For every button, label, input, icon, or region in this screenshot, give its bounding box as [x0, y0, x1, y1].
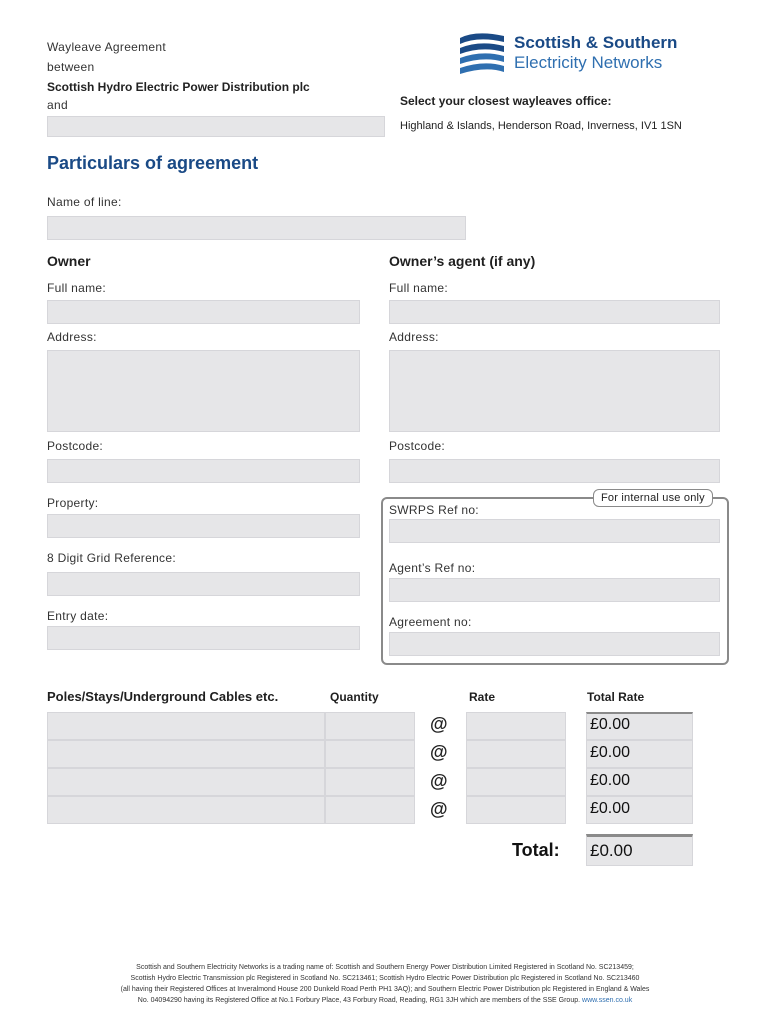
owner-full-name-label: Full name: — [47, 281, 107, 295]
quantity-field[interactable] — [325, 796, 415, 824]
swrps-ref-field[interactable] — [389, 519, 720, 543]
item-field[interactable] — [47, 796, 325, 824]
entry-date-field[interactable] — [47, 626, 360, 650]
footer-line: Scottish and Southern Electricity Networks is a trading name of: Scottish and Southern Energy Power Distribution Limited Registered in Scotland No. SC213459; — [136, 964, 634, 971]
owner-full-name-field[interactable] — [47, 300, 360, 324]
quantity-field[interactable] — [325, 768, 415, 796]
quantity-field[interactable] — [325, 740, 415, 768]
owner-heading: Owner — [47, 253, 91, 269]
agent-postcode-label: Postcode: — [389, 439, 446, 453]
at-symbol: @ — [430, 771, 448, 791]
item-field[interactable] — [47, 768, 325, 796]
party-company: Scottish Hydro Electric Power Distribution plc — [47, 80, 310, 94]
agent-postcode-field[interactable] — [389, 459, 720, 483]
agreement-no-label: Agreement no: — [389, 615, 472, 629]
agent-address-label: Address: — [389, 330, 439, 344]
section-title: Particulars of agreement — [47, 153, 259, 173]
item-field[interactable] — [47, 740, 325, 768]
total-rate-value: £0.00 — [590, 800, 631, 817]
name-of-line-label: Name of line: — [47, 195, 122, 209]
and-label: and — [47, 98, 68, 112]
grid-reference-label: 8 Digit Grid Reference: — [47, 551, 176, 565]
owner-postcode-label: Postcode: — [47, 439, 104, 453]
ssen-logo — [456, 30, 508, 74]
total-rate-value: £0.00 — [590, 772, 631, 789]
owner-address-field[interactable] — [47, 350, 360, 432]
brand-name-line2: Electricity Networks — [514, 53, 663, 72]
col-item-header: Poles/Stays/Underground Cables etc. — [47, 689, 279, 704]
website-link[interactable]: www.ssen.co.uk — [582, 997, 633, 1004]
total-rate-value: £0.00 — [590, 744, 631, 761]
between-label: between — [47, 60, 95, 74]
at-symbol: @ — [430, 742, 448, 762]
rate-field[interactable] — [466, 768, 566, 796]
rate-field[interactable] — [466, 796, 566, 824]
footer-line-text: No. 04094290 having its Registered Office at No.1 Forbury Place, 43 Forbury Road, Reading, RG1 3JH which are members of the SSE Group. — [137, 997, 581, 1004]
property-field[interactable] — [47, 514, 360, 538]
at-symbol: @ — [430, 714, 448, 734]
property-label: Property: — [47, 496, 99, 510]
footer-line — [40, 995, 730, 1006]
office-select[interactable]: Highland & Islands, Henderson Road, Inverness, IV1 1SN — [400, 120, 682, 132]
col-total-header: Total Rate — [587, 690, 645, 704]
agent-ref-field[interactable] — [389, 578, 720, 602]
grand-total-value: £0.00 — [590, 841, 633, 860]
owner-address-label: Address: — [47, 330, 97, 344]
col-quantity-header: Quantity — [330, 690, 379, 704]
total-rate-value: £0.00 — [590, 716, 631, 733]
ssen-logo-icon — [456, 30, 508, 74]
agent-heading: Owner’s agent (if any) — [389, 253, 536, 269]
rate-field[interactable] — [466, 712, 566, 740]
footer-line: Scottish Hydro Electric Transmission plc Registered in Scotland No. SC213461; Scottish Hydro Electric Power Distribution plc Registered in Scotland No. SC213460 — [130, 975, 640, 982]
at-symbol: @ — [430, 799, 448, 819]
item-field[interactable] — [47, 712, 325, 740]
quantity-field[interactable] — [325, 712, 415, 740]
swrps-ref-label: SWRPS Ref no: — [389, 503, 479, 517]
entry-date-label: Entry date: — [47, 609, 109, 623]
other-party-field[interactable] — [47, 116, 385, 137]
col-rate-header: Rate — [469, 690, 496, 704]
office-label: Select your closest wayleaves office: — [400, 94, 612, 108]
document-title: Wayleave Agreement — [47, 40, 167, 54]
agent-ref-label: Agent’s Ref no: — [389, 561, 476, 575]
footer-line: (all having their Registered Offices at Inveralmond House 200 Dunkeld Road Perth PH1 3AQ); and Southern Electric Power Distribution plc Registered in England & Wales — [120, 986, 650, 993]
agent-full-name-field[interactable] — [389, 300, 720, 324]
agent-address-field[interactable] — [389, 350, 720, 432]
agent-full-name-label: Full name: — [389, 281, 449, 295]
brand-name-line1: Scottish & Southern — [514, 33, 678, 52]
total-label: Total: — [512, 840, 560, 860]
owner-postcode-field[interactable] — [47, 459, 360, 483]
internal-use-tag: For internal use only — [593, 489, 713, 507]
name-of-line-field[interactable] — [47, 216, 466, 240]
grid-reference-field[interactable] — [47, 572, 360, 596]
agreement-no-field[interactable] — [389, 632, 720, 656]
rate-field[interactable] — [466, 740, 566, 768]
footer-legal — [40, 962, 730, 1006]
